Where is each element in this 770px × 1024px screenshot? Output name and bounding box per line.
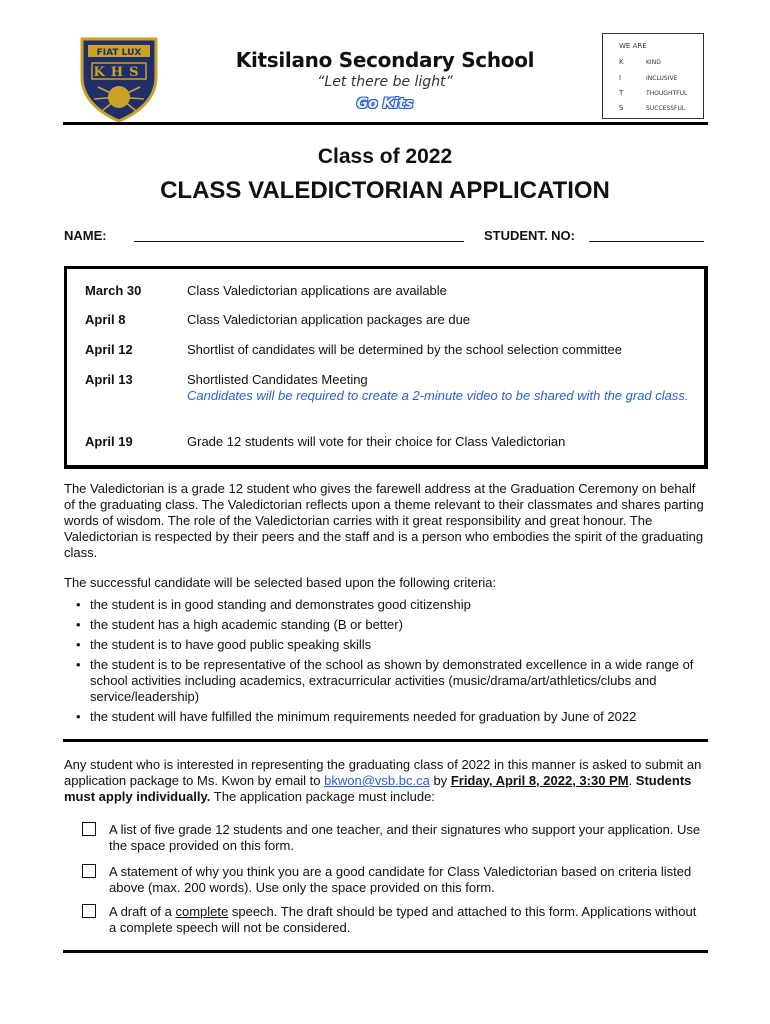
value-word: KIND [646, 59, 661, 66]
section-divider [63, 739, 708, 742]
value-row [619, 74, 703, 84]
date-text: Shortlisted Candidates Meeting [187, 372, 368, 387]
date-text: Class Valedictorian applications are available [187, 283, 447, 298]
criteria-item: • the student has a high academic standing (B or better) [64, 617, 709, 633]
value-word: THOUGHTFUL [646, 90, 688, 97]
valedictorian-description: The Valedictorian is a grade 12 student who gives the farewell address at the Graduation Ceremony on behalf of the graduating class. The Valedictorian reflects upon a theme relevant to their classmates and shares parting words of wisdom. The role of the Valedictorian carries with it great responsibility and great honour. The Valedictorian is respected by their peers and the staff and is a person who embodies the spirit of the graduating class. [64, 481, 704, 560]
date-label: March 30 [85, 283, 142, 298]
deadline: Friday, April 8, 2022, 3:30 PM [450, 773, 629, 788]
value-word: SUCCESSFUL [646, 105, 686, 112]
checklist-text [109, 904, 704, 936]
student-number-label: STUDENT. NO: [484, 228, 575, 243]
date-text: Shortlist of candidates will be determined by the school selection committee [187, 342, 622, 357]
header-divider [63, 122, 708, 125]
name-label: NAME: [64, 228, 107, 243]
value-word: INCLUSIVE [646, 75, 678, 82]
checkbox[interactable] [82, 864, 96, 878]
email-link[interactable]: bkwon@vsb.bc.ca [324, 773, 430, 788]
value-row [619, 89, 703, 99]
date-text: Class Valedictorian application packages are due [187, 312, 471, 327]
criteria-intro: The successful candidate will be selected based upon the following criteria: [64, 575, 497, 590]
student-number-field[interactable] [589, 228, 704, 242]
date-description [187, 312, 692, 328]
criteria-item: • the student is in good standing and demonstrates good citizenship [64, 597, 709, 613]
date-note: Candidates will be required to create a 2-minute video to be shared with the grad class. [187, 388, 689, 403]
svg-text:KHS: KHS [93, 65, 145, 80]
page-title: CLASS VALEDICTORIAN APPLICATION [160, 177, 610, 204]
key-dates-box [64, 266, 708, 469]
name-field[interactable] [134, 228, 464, 242]
class-year-heading: Class of 2022 [317, 145, 453, 168]
svg-text:FIAT LUX: FIAT LUX [96, 48, 142, 58]
school-motto: “Let there be light” [317, 74, 453, 90]
school-name: Kitsilano Secondary School [235, 48, 535, 72]
date-description [187, 372, 692, 404]
value-row [619, 104, 703, 114]
date-description [187, 434, 692, 450]
checklist-emphasis: complete [175, 904, 229, 919]
date-label: April 19 [85, 434, 133, 449]
criteria-item: • the student is to have good public speaking skills [64, 637, 709, 653]
value-letter: S [619, 104, 624, 112]
checklist-text-part: A draft of a [109, 904, 176, 919]
value-row [619, 58, 703, 68]
checklist-text: A statement of why you think you are a good candidate for Class Valedictorian based on criteria listed above (max. 200 words). Use only the space provided on this form. [109, 864, 692, 895]
date-label: April 8 [85, 312, 126, 327]
criteria-item: • the student will have fulfilled the minimum requirements needed for graduation by June of 2022 [64, 709, 709, 725]
date-text: Grade 12 students will vote for their choice for Class Valedictorian [187, 434, 566, 449]
value-letter: K [619, 58, 624, 66]
date-label: April 12 [85, 342, 133, 357]
submission-instructions [64, 757, 709, 805]
submission-text: The application package must include: [210, 789, 435, 804]
values-heading: WE ARE [619, 42, 647, 50]
checklist-text: A list of five grade 12 students and one teacher, and their signatures who support your application. Use the space provided on this form. [109, 822, 701, 853]
date-description [187, 283, 692, 299]
values-box [602, 33, 704, 119]
school-crest-logo [74, 33, 164, 123]
criteria-list [64, 597, 709, 729]
date-label: April 13 [85, 372, 133, 387]
criteria-item: • the student is to be representative of the school as shown by demonstrated excellence in a wide range of school activities including academics, extracurricular activities (music/drama/art/athletics/clubs and service/leadership) [64, 657, 709, 705]
individual-note: Students must apply individually. [64, 773, 692, 804]
value-letter: T [619, 89, 624, 97]
checkbox[interactable] [82, 822, 96, 836]
value-letter: I [619, 74, 622, 82]
date-description [187, 342, 692, 358]
submission-text: by [429, 773, 451, 788]
slogan: Go Kits [356, 96, 414, 112]
submission-text: . [628, 773, 636, 788]
checklist-text-part: speech. The draft should be typed and attached to this form. Applications without a complete speech will not be considered. [109, 904, 697, 935]
footer-divider [63, 950, 708, 953]
submission-text: Any student who is interested in representing the graduating class of 2022 in this manner is asked to submit an application package to Ms. Kwon by email to [64, 757, 702, 788]
checkbox[interactable] [82, 904, 96, 918]
